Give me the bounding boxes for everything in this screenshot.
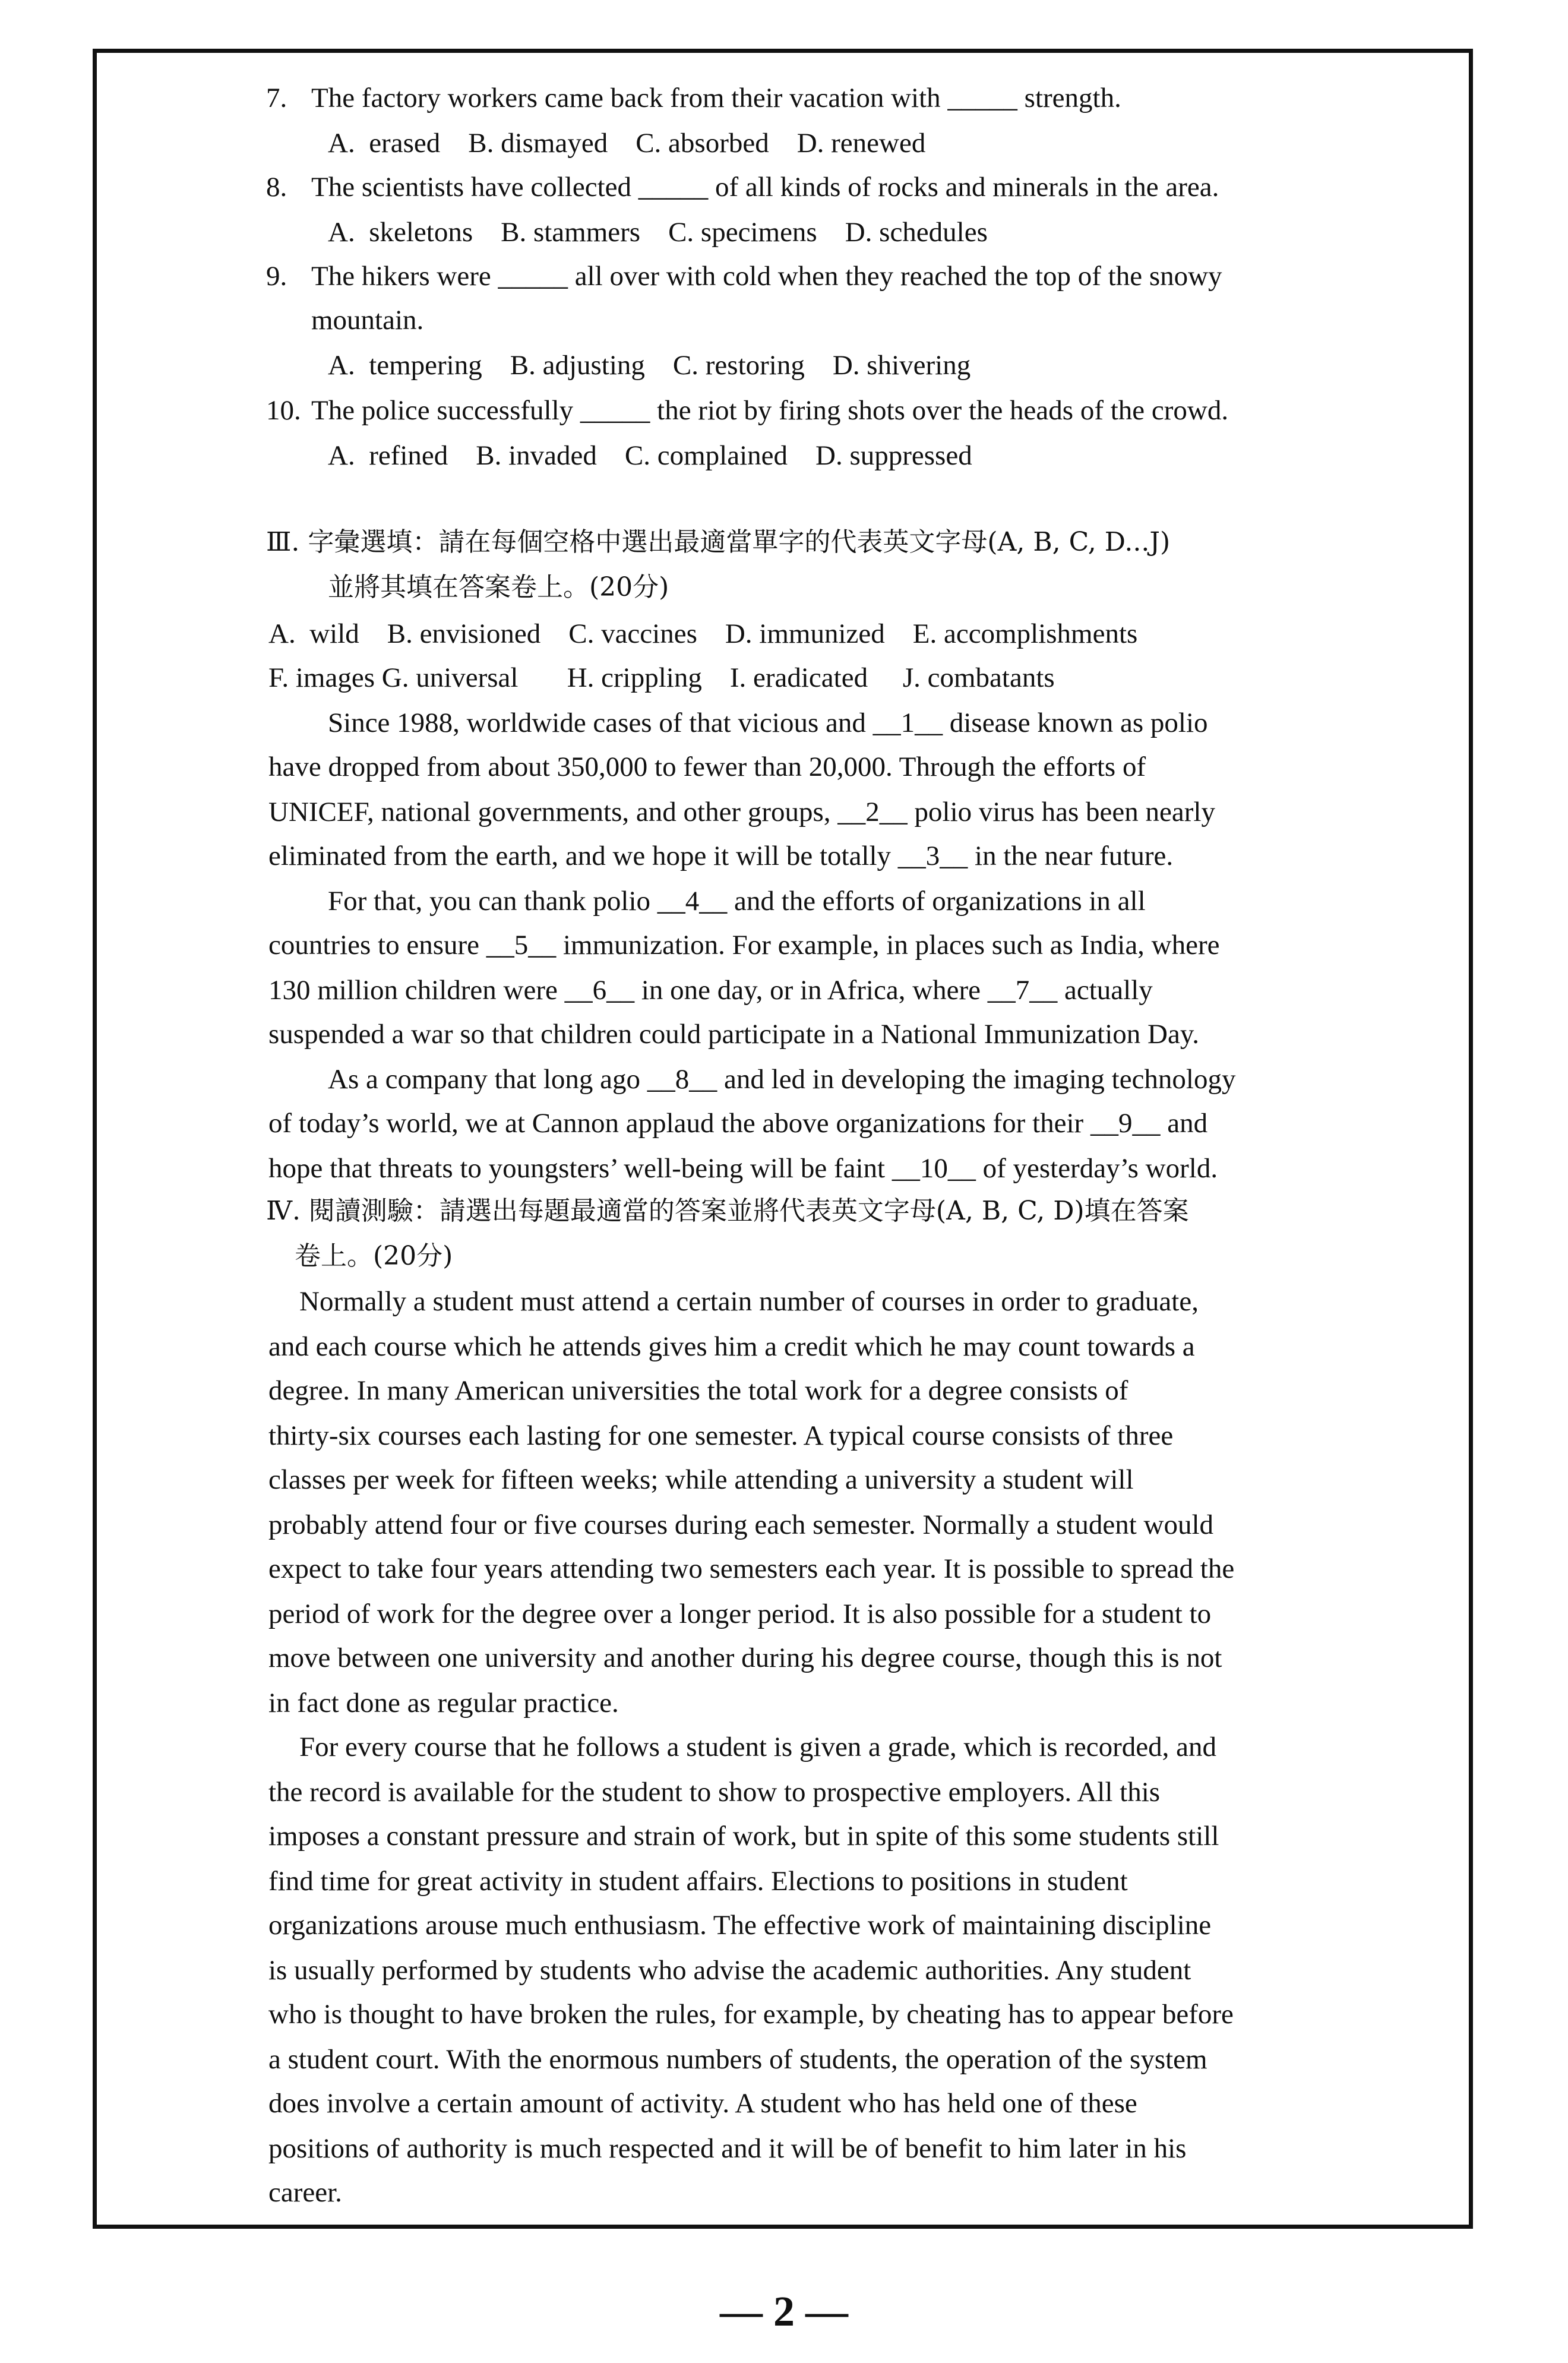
passage-line: thirty-six courses each lasting for one semester. A typical course consists of three (268, 1420, 1174, 1451)
passage-line: positions of authority is much respected and it will be of benefit to him later in his (268, 2133, 1187, 2164)
section-heading-continued: 卷上。(20分) (295, 1241, 453, 1271)
passage-line: 130 million children were __6__ in one day, or in Africa, where __7__ actually (268, 975, 1153, 1006)
passage-line: does involve a certain amount of activity. A student who has held one of these (268, 2088, 1137, 2119)
question-stem: The factory workers came back from their vacation with _____ strength. (311, 83, 1121, 113)
passage-line: period of work for the degree over a longer period. It is also possible for a student to (268, 1598, 1212, 1629)
passage-line: Normally a student must attend a certain number of courses in order to graduate, (299, 1286, 1199, 1317)
passage-line: hope that threats to youngsters’ well-being will be faint __10__ of yesterday’s world. (268, 1153, 1218, 1184)
passage-line: move between one university and another during his degree course, though this is not (268, 1642, 1222, 1673)
passage-line: have dropped from about 350,000 to fewer than 20,000. Through the efforts of (268, 751, 1146, 782)
passage-line: probably attend four or five courses during each semester. Normally a student would (268, 1509, 1214, 1540)
passage-line: of today’s world, we at Cannon applaud the above organizations for their __9__ and (268, 1108, 1208, 1139)
question-stem-continued: mountain. (311, 305, 424, 336)
question-stem: The hikers were _____ all over with cold when they reached the top of the snowy (311, 261, 1222, 292)
question-number: 7. (266, 83, 287, 113)
page-number: — 2 — (720, 2288, 848, 2335)
question-number: 9. (266, 261, 287, 292)
passage-line: UNICEF, national governments, and other groups, __2__ polio virus has been nearly (268, 797, 1215, 827)
word-bank-row: A. wild B. envisioned C. vaccines D. immunized E. accomplishments (268, 618, 1138, 649)
passage-line: degree. In many American universities the total work for a degree consists of (268, 1375, 1128, 1406)
passage-line: is usually performed by students who advise the academic authorities. Any student (268, 1955, 1191, 1986)
question-number: 10. (266, 395, 301, 426)
question-number: 8. (266, 172, 287, 203)
question-options: A. tempering B. adjusting C. restoring D. shivering (328, 350, 971, 381)
section-heading-continued: 並將其填在答案卷上。(20分) (328, 572, 669, 602)
passage-line: in fact done as regular practice. (268, 1688, 619, 1718)
passage-line: eliminated from the earth, and we hope it will be totally __3__ in the near future. (268, 841, 1174, 871)
word-bank-row: F. images G. universal H. crippling I. eradicated J. combatants (268, 662, 1055, 693)
passage-line: For every course that he follows a student is given a grade, which is recorded, and (299, 1732, 1217, 1762)
section-heading: Ⅲ. 字彙選填：請在每個空格中選出最適當單字的代表英文字母(A, B, C, D...J) (266, 527, 1171, 557)
question-options: A. skeletons B. stammers C. specimens D. schedules (328, 217, 988, 248)
question-options: A. erased B. dismayed C. absorbed D. renewed (328, 128, 926, 159)
passage-line: who is thought to have broken the rules, for example, by cheating has to appear before (268, 1999, 1234, 2030)
section-heading: Ⅳ. 閱讀測驗：請選出每題最適當的答案並將代表英文字母(A, B, C, D)填在答案 (266, 1196, 1189, 1226)
passage-line: career. (268, 2177, 342, 2208)
passage-line: expect to take four years attending two semesters each year. It is possible to spread the (268, 1553, 1235, 1584)
question-stem: The scientists have collected _____ of all kinds of rocks and minerals in the area. (311, 172, 1219, 203)
passage-line: For that, you can thank polio __4__ and the efforts of organizations in all (328, 886, 1146, 917)
question-options: A. refined B. invaded C. complained D. suppressed (328, 440, 972, 471)
passage-line: the record is available for the student to show to prospective employers. All this (268, 1777, 1161, 1808)
passage-line: imposes a constant pressure and strain of work, but in spite of this some students still (268, 1821, 1219, 1852)
passage-line: As a company that long ago __8__ and led in developing the imaging technology (328, 1064, 1236, 1095)
passage-line: countries to ensure __5__ immunization. For example, in places such as India, where (268, 930, 1220, 961)
passage-line: organizations arouse much enthusiasm. The effective work of maintaining discipline (268, 1910, 1212, 1941)
passage-line: a student court. With the enormous numbers of students, the operation of the system (268, 2044, 1207, 2075)
passage-line: and each course which he attends gives him a credit which he may count towards a (268, 1331, 1195, 1362)
passage-line: classes per week for fifteen weeks; while attending a university a student will (268, 1464, 1134, 1495)
passage-line: suspended a war so that children could participate in a National Immunization Day. (268, 1019, 1200, 1050)
question-stem: The police successfully _____ the riot by firing shots over the heads of the crowd. (311, 395, 1229, 426)
passage-line: find time for great activity in student affairs. Elections to positions in student (268, 1866, 1128, 1897)
passage-line: Since 1988, worldwide cases of that vicious and __1__ disease known as polio (328, 707, 1208, 738)
